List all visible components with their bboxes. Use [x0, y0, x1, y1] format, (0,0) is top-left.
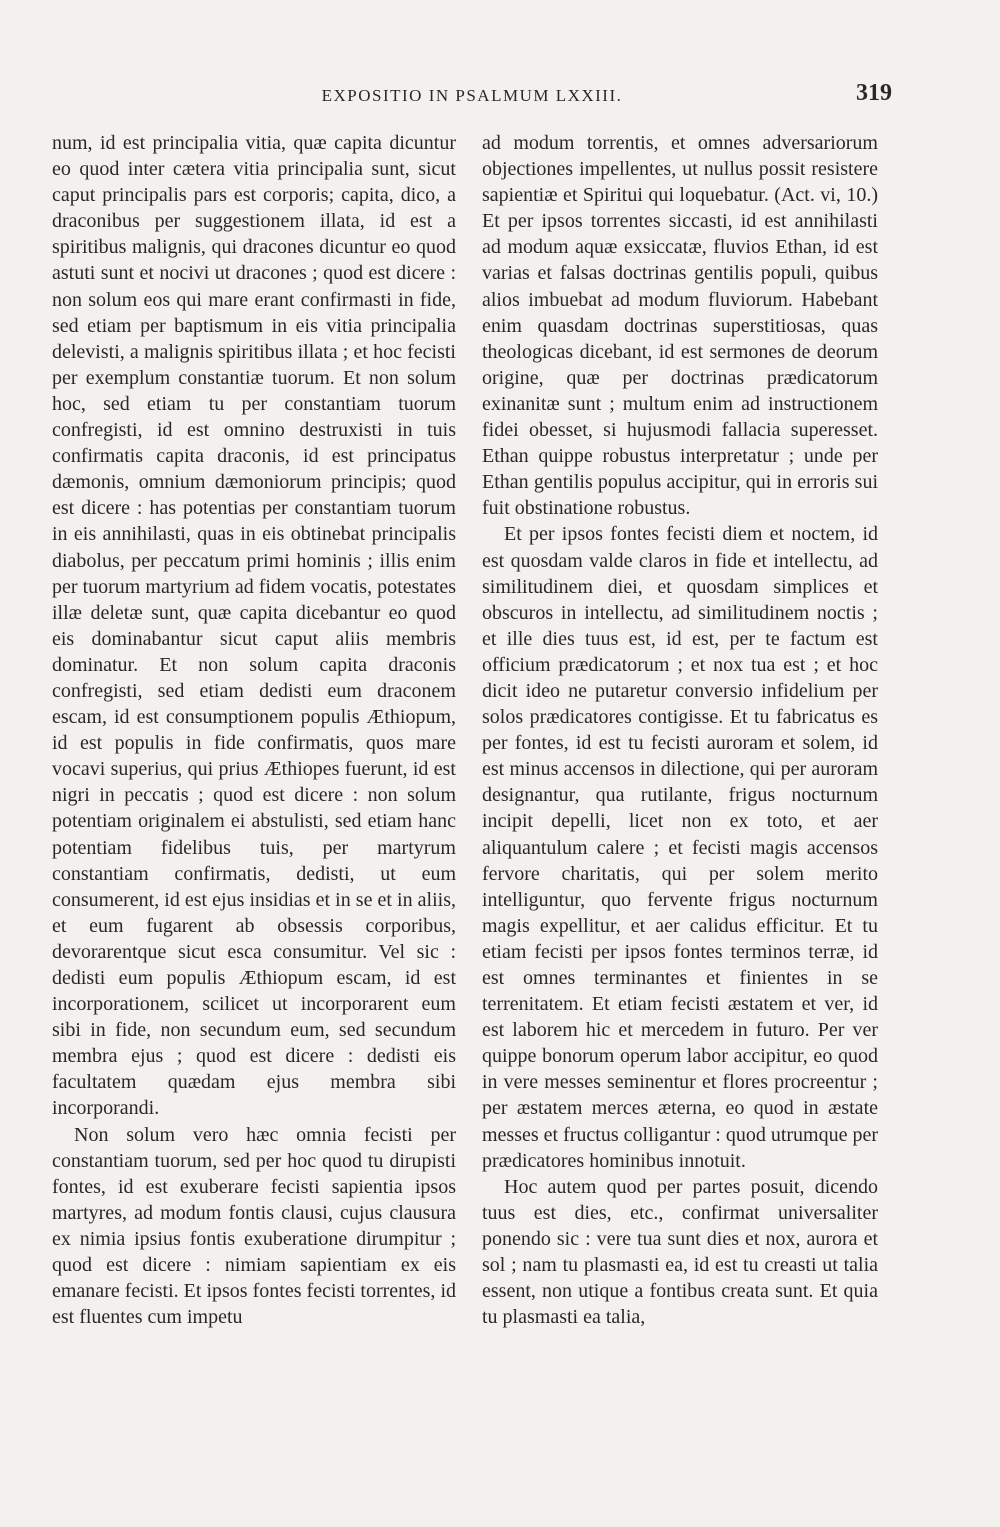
paragraph: num, id est principalia vitia, quæ capita dicuntur eo quod inter cætera vitia principalia sunt, sicut caput principalis pars est corporis; capita, dico, a draconibus per suggestionem illata, id est a spiritibus malignis, qui dracones dicuntur eo quod astuti sunt et nocivi ut dracones ; quod est dicere : non solum eos qui mare erant confirmasti in fide, sed etiam per baptismum in eis vitia principalia delevisti, a malignis spiritibus illata ; et hoc fecisti per exemplum constantiæ tuorum. Et non solum hoc, sed etiam tu per constantiam tuorum confregisti, id est omnino destruxisti in tuis confirmatis capita draconis, id est principatus dæmonis, omnium dæmoniorum principis; quod est dicere : has potentias per constantiam tuorum in eis annihilasti, quas in eis obtinebat principalis diabolus, per peccatum primi hominis ; illis enim per tuorum martyrium ad fidem vocatis, potestates illæ deletæ sunt, quæ capita dicebantur eo quod eis dominabantur sicut caput aliis membris dominatur. Et non solum capita draconis confregisti, sed etiam dedisti eum draconem escam, id est consumptionem populis Æthiopum, id est populis in fide confirmatis, quos mare vocavi superius, qui prius Æthiopes fuerunt, id est nigri in peccatis ; quod est dicere : non solum potentiam originalem ei abstulisti, sed etiam hanc potentiam fidelibus tuis, per martyrum constantiam confirmatis, dedisti, ut eum consumerent, id est ejus insidias et in se et in aliis, et eum fugarent ab obsessis corporibus, devorarentque sicut esca consumitur. Vel sic : dedisti eum populis Æthiopum escam, id est incorporationem, scilicet ut incorporarent eum sibi in fide, non secundum eum, sed secundum membra ejus ; quod est dicere : dedisti eis facultatem quædam ejus membra sibi incorporandi. [52, 132, 456, 1120]
left-column [52, 130, 456, 1330]
page-header [52, 80, 892, 116]
page-number: 319 [856, 80, 892, 106]
paragraph: Non solum vero hæc omnia fecisti per constantiam tuorum, sed per hoc quod tu dirupisti fontes, id est exuberare fecisti sapientia ipsos martyres, ad modum fontis clausi, cujus clausura ex nimia ipsius fontis exuberatione dirumpitur ; quod est dicere : nimiam sapientiam ex eis emanare fecisti. Et ipsos fontes fecisti torrentes, id est fluentes cum impetu [52, 1123, 456, 1329]
paragraph: ad modum torrentis, et omnes adversariorum objectiones impellentes, ut nullus possit resistere sapientiæ et Spiritui qui loquebatur. (Act. vi, 10.) Et per ipsos torrentes siccasti, id est annihilasti ad modum aquæ exsiccatæ, fluvios Ethan, id est varias et falsas doctrinas gentilis populi, quibus alios imbuebat ad modum fluviorum. Habebant enim quasdam doctrinas superstitiosas, quas theologicas dicebant, id est sermones de deorum origine, quæ per doctrinas prædicatorum exinanitæ sunt ; multum enim ad instructionem fidei obesset, si hujusmodi fallacia superesset. Ethan quippe robustus interpretatur ; unde per Ethan gentilis populus accipitur, qui in erroris sui fuit obstinatione robustus. [482, 132, 878, 520]
paragraph: Et per ipsos fontes fecisti diem et noctem, id est quosdam valde claros in fide et intellectu, ad similitudinem diei, et quosdam simplices et obscuros in intellectu, ad similitudinem noctis ; et ille dies tuus est, id est, per te factum est officium prædicatorum ; et nox tua est ; et hoc dicit ideo ne putaretur conversio infidelium per solos prædicatores contigisse. Et tu fabricatus es per fontes, id est tu fecisti auroram et solem, id est minus accensos in dilectione, qui per auroram designantur, qua rutilante, frigus nocturnum incipit depelli, licet non ex toto, et aer aliquantulum calere ; et fecisti magis accensos fervore charitatis, qui per solem merito intelliguntur, quo fervente frigus nocturnum magis expellitur, et aer calidus efficitur. Et tu etiam fecisti per ipsos fontes terminos terræ, id est omnes terminantes et finientes in se terrenitatem. Et etiam fecisti æstatem et ver, id est laborem hic et mercedem in futuro. Per ver quippe bonorum operum labor accipitur, eo quod in vere messes seminentur et flores procreentur ; per æstatem merces æterna, eo quod in æstate messes et fructus colligantur : quod utrumque per prædicatores hominibus innotuit. [482, 523, 879, 1172]
right-column [482, 130, 878, 1330]
running-title: EXPOSITIO IN PSALMUM LXXIII. [321, 86, 623, 105]
paragraph: Hoc autem quod per partes posuit, dicendo tuus est dies, etc., confirmat universaliter ponendo sic : vere tua sunt dies et nox, aurora et sol ; nam tu plasmasti ea, id est tu creasti ut talia essent, non utique a fontibus creata sunt. Et quia tu plasmasti ea talia, [482, 1175, 878, 1329]
